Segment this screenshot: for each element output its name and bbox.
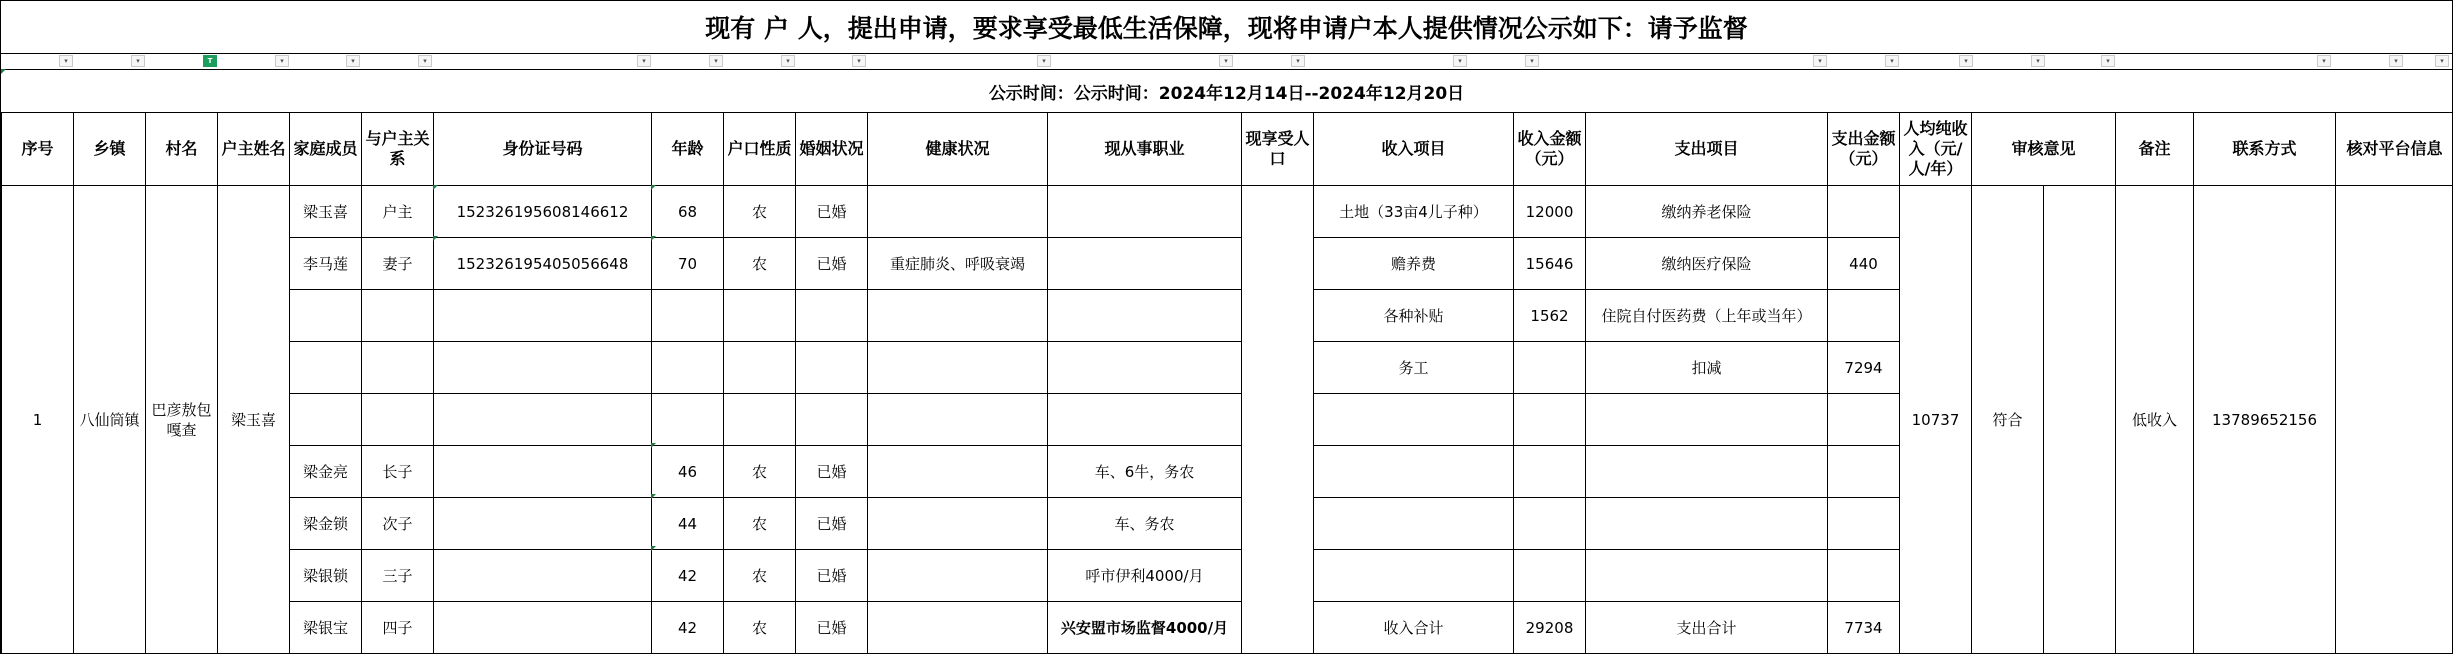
cell-comment-indicator bbox=[651, 443, 656, 448]
header-cell[interactable]: 支出金额（元） bbox=[1828, 113, 1900, 186]
hukou-cell[interactable]: 农 bbox=[724, 550, 796, 602]
member-cell[interactable] bbox=[290, 394, 362, 446]
header-cell[interactable]: 收入金额（元） bbox=[1514, 113, 1586, 186]
header-cell[interactable]: 身份证号码 bbox=[434, 113, 652, 186]
id-cell[interactable] bbox=[434, 290, 652, 342]
member-cell[interactable]: 梁银锁 bbox=[290, 550, 362, 602]
filter-dropdown-icon[interactable]: ▾ bbox=[2435, 55, 2449, 67]
per-capita-cell[interactable]: 10737 bbox=[1900, 186, 1972, 654]
income-amount-cell[interactable] bbox=[1514, 342, 1586, 394]
filter-dropdown-icon[interactable]: ▾ bbox=[1037, 55, 1051, 67]
hukou-cell[interactable] bbox=[724, 342, 796, 394]
header-cell[interactable]: 联系方式 bbox=[2194, 113, 2336, 186]
cell-comment-indicator bbox=[651, 494, 656, 499]
income-item-cell[interactable] bbox=[1314, 446, 1514, 498]
filter-dropdown-icon[interactable]: ▾ bbox=[781, 55, 795, 67]
publish-time: 公示时间：公示时间：2024年12月14日--2024年12月20日 bbox=[1, 69, 2452, 113]
filter-dropdown-icon[interactable]: ▾ bbox=[2101, 55, 2115, 67]
income-amount-cell[interactable] bbox=[1514, 446, 1586, 498]
member-cell[interactable]: 梁金亮 bbox=[290, 446, 362, 498]
marital-cell[interactable]: 已婚 bbox=[796, 238, 868, 290]
age-cell[interactable] bbox=[652, 290, 724, 342]
filter-dropdown-icon[interactable]: ▾ bbox=[346, 55, 360, 67]
seq-cell[interactable]: 1 bbox=[2, 186, 74, 654]
filter-dropdown-icon[interactable]: ▾ bbox=[131, 55, 145, 67]
member-cell[interactable] bbox=[290, 342, 362, 394]
lowincome-table bbox=[1, 112, 2453, 654]
filter-dropdown-icon[interactable]: ▾ bbox=[637, 55, 651, 67]
filter-dropdown-icon[interactable]: ▾ bbox=[709, 55, 723, 67]
age-cell[interactable]: 46 bbox=[652, 446, 724, 498]
cell-comment-indicator bbox=[651, 546, 656, 551]
expense-amount-cell[interactable] bbox=[1828, 394, 1900, 446]
relation-cell[interactable]: 户主 bbox=[362, 186, 434, 238]
filter-dropdown-icon[interactable]: ▾ bbox=[1219, 55, 1233, 67]
income-item-cell[interactable]: 各种补贴 bbox=[1314, 290, 1514, 342]
expense-amount-cell[interactable] bbox=[1828, 498, 1900, 550]
expense-item-cell[interactable] bbox=[1586, 550, 1828, 602]
marital-cell[interactable]: 已婚 bbox=[796, 498, 868, 550]
review-extra-cell[interactable] bbox=[2044, 186, 2116, 654]
health-cell[interactable] bbox=[868, 498, 1048, 550]
contact-cell[interactable]: 13789652156 bbox=[2194, 186, 2336, 654]
income-item-cell[interactable]: 收入合计 bbox=[1314, 602, 1514, 654]
expense-item-cell[interactable] bbox=[1586, 498, 1828, 550]
filter-bar bbox=[1, 53, 2452, 69]
header-cell[interactable]: 序号 bbox=[2, 113, 74, 186]
id-cell[interactable]: 152326195608146612 bbox=[434, 186, 652, 238]
relation-cell[interactable] bbox=[362, 342, 434, 394]
header-cell[interactable]: 婚姻状况 bbox=[796, 113, 868, 186]
member-cell[interactable]: 梁银宝 bbox=[290, 602, 362, 654]
marital-cell[interactable]: 已婚 bbox=[796, 446, 868, 498]
expense-amount-cell[interactable]: 7294 bbox=[1828, 342, 1900, 394]
health-cell[interactable] bbox=[868, 290, 1048, 342]
relation-cell[interactable] bbox=[362, 290, 434, 342]
header-cell[interactable]: 户主姓名 bbox=[218, 113, 290, 186]
member-cell[interactable]: 梁玉喜 bbox=[290, 186, 362, 238]
header-cell[interactable]: 健康状况 bbox=[868, 113, 1048, 186]
income-amount-cell[interactable] bbox=[1514, 550, 1586, 602]
age-cell[interactable]: 70 bbox=[652, 238, 724, 290]
marital-cell[interactable]: 已婚 bbox=[796, 550, 868, 602]
health-cell[interactable] bbox=[868, 342, 1048, 394]
header-row bbox=[2, 113, 2453, 186]
hukou-cell[interactable]: 农 bbox=[724, 238, 796, 290]
hukou-cell[interactable]: 农 bbox=[724, 446, 796, 498]
age-cell[interactable]: 44 bbox=[652, 498, 724, 550]
income-item-cell[interactable]: 务工 bbox=[1314, 342, 1514, 394]
filter-dropdown-icon[interactable]: ▾ bbox=[275, 55, 289, 67]
cell-comment-indicator bbox=[433, 185, 438, 190]
age-cell[interactable]: 42 bbox=[652, 602, 724, 654]
filter-dropdown-icon[interactable]: ▾ bbox=[1291, 55, 1305, 67]
income-item-cell[interactable]: 土地（33亩4儿子种） bbox=[1314, 186, 1514, 238]
header-cell[interactable]: 备注 bbox=[2116, 113, 2194, 186]
marital-cell[interactable] bbox=[796, 342, 868, 394]
cell-comment-indicator bbox=[651, 236, 656, 241]
income-item-cell[interactable] bbox=[1314, 550, 1514, 602]
header-cell[interactable]: 收入项目 bbox=[1314, 113, 1514, 186]
age-cell[interactable] bbox=[652, 394, 724, 446]
age-cell[interactable]: 42 bbox=[652, 550, 724, 602]
header-cell[interactable]: 家庭成员 bbox=[290, 113, 362, 186]
village-cell[interactable]: 巴彦敖包嘎查 bbox=[146, 186, 218, 654]
cell-comment-indicator bbox=[651, 185, 656, 190]
income-amount-cell[interactable] bbox=[1514, 498, 1586, 550]
relation-cell[interactable]: 次子 bbox=[362, 498, 434, 550]
id-cell[interactable] bbox=[434, 602, 652, 654]
expense-item-cell[interactable] bbox=[1586, 394, 1828, 446]
head-cell[interactable]: 梁玉喜 bbox=[218, 186, 290, 654]
job-cell[interactable] bbox=[1048, 238, 1242, 290]
member-cell[interactable]: 李马莲 bbox=[290, 238, 362, 290]
expense-amount-cell[interactable] bbox=[1828, 550, 1900, 602]
marital-cell[interactable] bbox=[796, 290, 868, 342]
marital-cell[interactable] bbox=[796, 394, 868, 446]
member-cell[interactable] bbox=[290, 290, 362, 342]
header-cell[interactable]: 现享受人口 bbox=[1242, 113, 1314, 186]
job-cell[interactable] bbox=[1048, 342, 1242, 394]
header-cell[interactable]: 户口性质 bbox=[724, 113, 796, 186]
job-cell[interactable]: 兴安盟市场监督4000/月 bbox=[1048, 602, 1242, 654]
marital-cell[interactable]: 已婚 bbox=[796, 186, 868, 238]
filter-dropdown-icon[interactable]: ▾ bbox=[418, 55, 432, 67]
filter-dropdown-icon[interactable]: ▾ bbox=[2389, 55, 2403, 67]
health-cell[interactable] bbox=[868, 602, 1048, 654]
health-cell[interactable] bbox=[868, 446, 1048, 498]
health-cell[interactable] bbox=[868, 550, 1048, 602]
filter-dropdown-icon[interactable]: ▾ bbox=[1885, 55, 1899, 67]
job-cell[interactable] bbox=[1048, 290, 1242, 342]
expense-amount-cell[interactable] bbox=[1828, 446, 1900, 498]
filter-dropdown-icon[interactable]: ▾ bbox=[1525, 55, 1539, 67]
header-cell[interactable]: 村名 bbox=[146, 113, 218, 186]
expense-item-cell[interactable]: 扣减 bbox=[1586, 342, 1828, 394]
income-amount-cell[interactable]: 15646 bbox=[1514, 238, 1586, 290]
filter-dropdown-icon[interactable]: ▾ bbox=[1959, 55, 1973, 67]
relation-cell[interactable]: 妻子 bbox=[362, 238, 434, 290]
health-cell[interactable] bbox=[868, 186, 1048, 238]
expense-amount-cell[interactable] bbox=[1828, 186, 1900, 238]
id-cell[interactable] bbox=[434, 446, 652, 498]
expense-item-cell[interactable]: 缴纳医疗保险 bbox=[1586, 238, 1828, 290]
health-cell[interactable] bbox=[868, 394, 1048, 446]
hukou-cell[interactable]: 农 bbox=[724, 186, 796, 238]
hukou-cell[interactable] bbox=[724, 394, 796, 446]
expense-item-cell[interactable]: 缴纳养老保险 bbox=[1586, 186, 1828, 238]
age-cell[interactable]: 68 bbox=[652, 186, 724, 238]
table-row bbox=[2, 186, 2453, 238]
page-title: 现有 户 人，提出申请，要求享受最低生活保障，现将申请户本人提供情况公示如下：请予监督 bbox=[1, 1, 2452, 54]
relation-cell[interactable]: 四子 bbox=[362, 602, 434, 654]
review-cell[interactable]: 符合 bbox=[1972, 186, 2044, 654]
marital-cell[interactable]: 已婚 bbox=[796, 602, 868, 654]
relation-cell[interactable]: 长子 bbox=[362, 446, 434, 498]
platform-check-cell[interactable] bbox=[2336, 186, 2453, 654]
header-cell[interactable]: 审核意见 bbox=[1972, 113, 2116, 186]
filter-dropdown-icon[interactable]: ▾ bbox=[1813, 55, 1827, 67]
income-amount-cell[interactable]: 12000 bbox=[1514, 186, 1586, 238]
filter-dropdown-icon[interactable]: ▾ bbox=[852, 55, 866, 67]
filter-dropdown-icon[interactable]: ▾ bbox=[59, 55, 73, 67]
relation-cell[interactable] bbox=[362, 394, 434, 446]
expense-item-cell[interactable] bbox=[1586, 446, 1828, 498]
income-amount-cell[interactable]: 1562 bbox=[1514, 290, 1586, 342]
id-cell[interactable]: 152326195405056648 bbox=[434, 238, 652, 290]
job-cell[interactable]: 车、6牛，务农 bbox=[1048, 446, 1242, 498]
header-cell[interactable]: 核对平台信息 bbox=[2336, 113, 2453, 186]
filter-dropdown-icon[interactable]: ▾ bbox=[1453, 55, 1467, 67]
header-cell[interactable]: 支出项目 bbox=[1586, 113, 1828, 186]
hukou-cell[interactable] bbox=[724, 290, 796, 342]
cell-comment-indicator bbox=[1, 69, 6, 74]
income-amount-cell[interactable]: 29208 bbox=[1514, 602, 1586, 654]
job-cell[interactable] bbox=[1048, 394, 1242, 446]
header-cell[interactable]: 现从事职业 bbox=[1048, 113, 1242, 186]
id-cell[interactable] bbox=[434, 342, 652, 394]
hukou-cell[interactable]: 农 bbox=[724, 498, 796, 550]
filter-active-icon[interactable]: T bbox=[203, 55, 217, 67]
id-cell[interactable] bbox=[434, 498, 652, 550]
income-item-cell[interactable]: 赡养费 bbox=[1314, 238, 1514, 290]
expense-item-cell[interactable]: 住院自付医药费（上年或当年） bbox=[1586, 290, 1828, 342]
filter-dropdown-icon[interactable]: ▾ bbox=[2031, 55, 2045, 67]
income-amount-cell[interactable] bbox=[1514, 394, 1586, 446]
job-cell[interactable]: 呼市伊利4000/月 bbox=[1048, 550, 1242, 602]
hukou-cell[interactable]: 农 bbox=[724, 602, 796, 654]
member-cell[interactable]: 梁金锁 bbox=[290, 498, 362, 550]
relation-cell[interactable]: 三子 bbox=[362, 550, 434, 602]
town-cell[interactable]: 八仙筒镇 bbox=[74, 186, 146, 654]
id-cell[interactable] bbox=[434, 550, 652, 602]
filter-dropdown-icon[interactable]: ▾ bbox=[2317, 55, 2331, 67]
job-cell[interactable]: 车、务农 bbox=[1048, 498, 1242, 550]
expense-amount-cell[interactable] bbox=[1828, 290, 1900, 342]
expense-amount-cell[interactable]: 7734 bbox=[1828, 602, 1900, 654]
id-cell[interactable] bbox=[434, 394, 652, 446]
expense-amount-cell[interactable]: 440 bbox=[1828, 238, 1900, 290]
note-cell[interactable]: 低收入 bbox=[2116, 186, 2194, 654]
header-cell[interactable]: 年龄 bbox=[652, 113, 724, 186]
header-cell[interactable]: 人均纯收入（元/人/年） bbox=[1900, 113, 1972, 186]
header-cell[interactable]: 与户主关系 bbox=[362, 113, 434, 186]
income-item-cell[interactable] bbox=[1314, 394, 1514, 446]
job-cell[interactable] bbox=[1048, 186, 1242, 238]
income-item-cell[interactable] bbox=[1314, 498, 1514, 550]
header-cell[interactable]: 乡镇 bbox=[74, 113, 146, 186]
cell-comment-indicator bbox=[433, 236, 438, 241]
health-cell[interactable]: 重症肺炎、呼吸衰竭 bbox=[868, 238, 1048, 290]
age-cell[interactable] bbox=[652, 342, 724, 394]
expense-item-cell[interactable]: 支出合计 bbox=[1586, 602, 1828, 654]
current-beneficiary-cell[interactable] bbox=[1242, 186, 1314, 654]
